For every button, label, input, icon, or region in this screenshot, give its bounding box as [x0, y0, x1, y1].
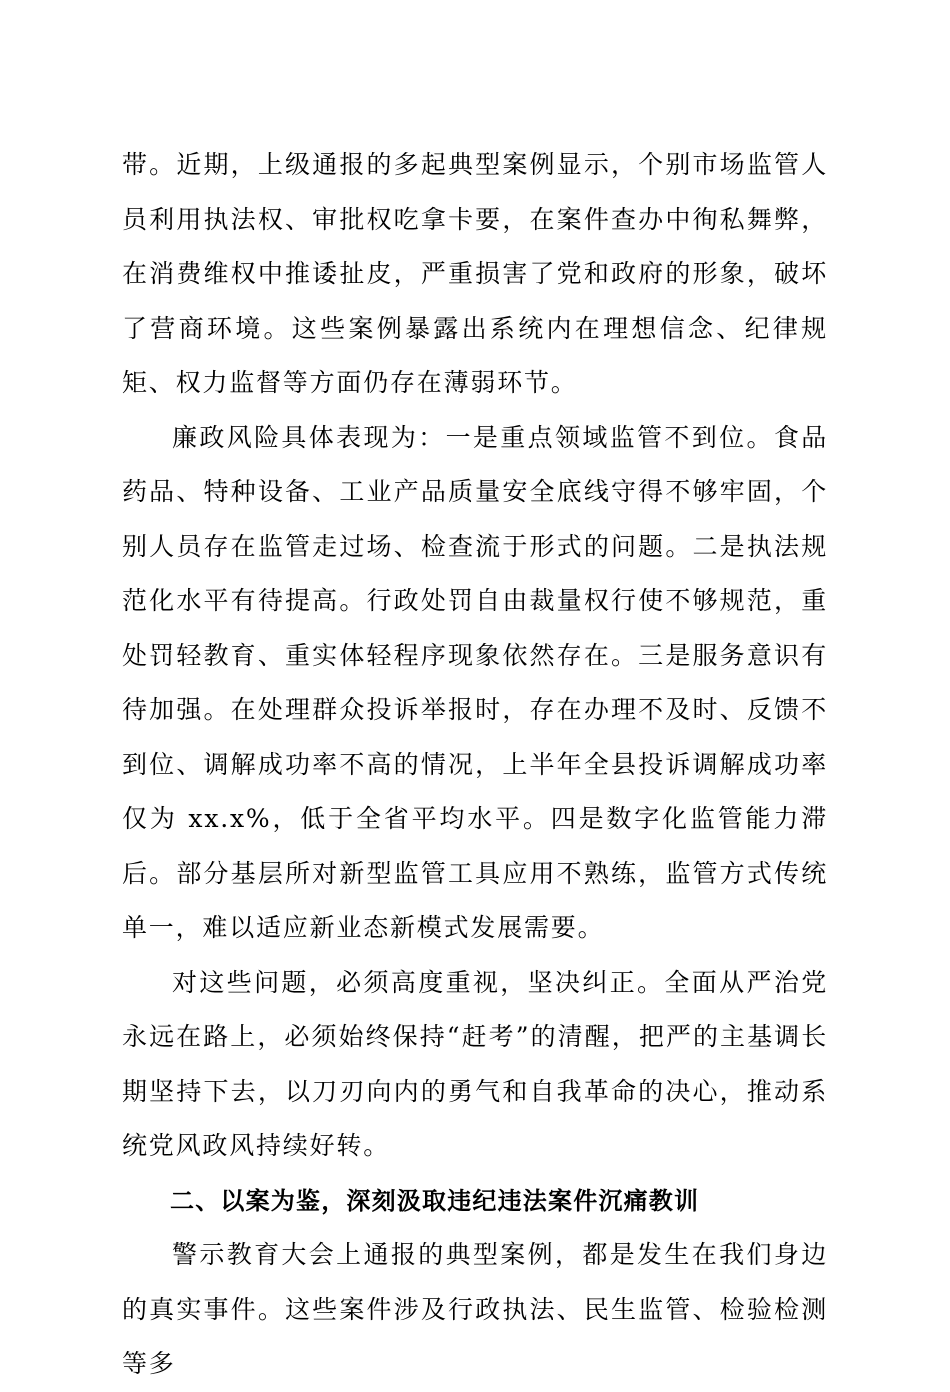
paragraph-integrity-risks: 廉政风险具体表现为：一是重点领域监管不到位。食品药品、特种设备、工业产品质量安全底线守得不够牢固，个别人员存在监管走过场、检查流于形式的问题。二是执法规范化水平有待提高。行政处罚自由裁量权行使不够规范，重处罚轻教育、重实体轻程序现象依然存在。三是服务意识有待加强。在处理群众投诉举报时，存在办理不及时、反馈不到位、调解成功率不高的情况，上半年全县投诉调解成功率仅为 xx.x%，低于全省平均水平。四是数字化监管能力滞后。部分基层所对新型监管工具应用不熟练，监管方式传统单一，难以适应新业态新模式发展需要。	[122, 422, 828, 942]
document-body	[122, 138, 828, 1392]
paragraph-rectification: 对这些问题，必须高度重视，坚决纠正。全面从严治党永远在路上，必须始终保持“赶考”的清醒，把严的主基调长期坚持下去，以刀刃向内的勇气和自我革命的决心，推动系统党风政风持续好转。	[122, 967, 828, 1160]
paragraph-warning-education: 警示教育大会上通报的典型案例，都是发生在我们身边的真实事件。这些案件涉及行政执法、民生监管、检验检测等多	[122, 1240, 828, 1378]
section-heading: 二、以案为鉴，深刻汲取违纪违法案件沉痛教训	[170, 1186, 700, 1215]
paragraph-continuation: 带。近期，上级通报的多起典型案例显示，个别市场监管人员利用执法权、审批权吃拿卡要，在案件查办中徇私舞弊，在消费维权中推诿扯皮，严重损害了党和政府的形象，破坏了营商环境。这些案例暴露出系统内在理想信念、纪律规矩、权力监督等方面仍存在薄弱环节。	[122, 150, 828, 397]
